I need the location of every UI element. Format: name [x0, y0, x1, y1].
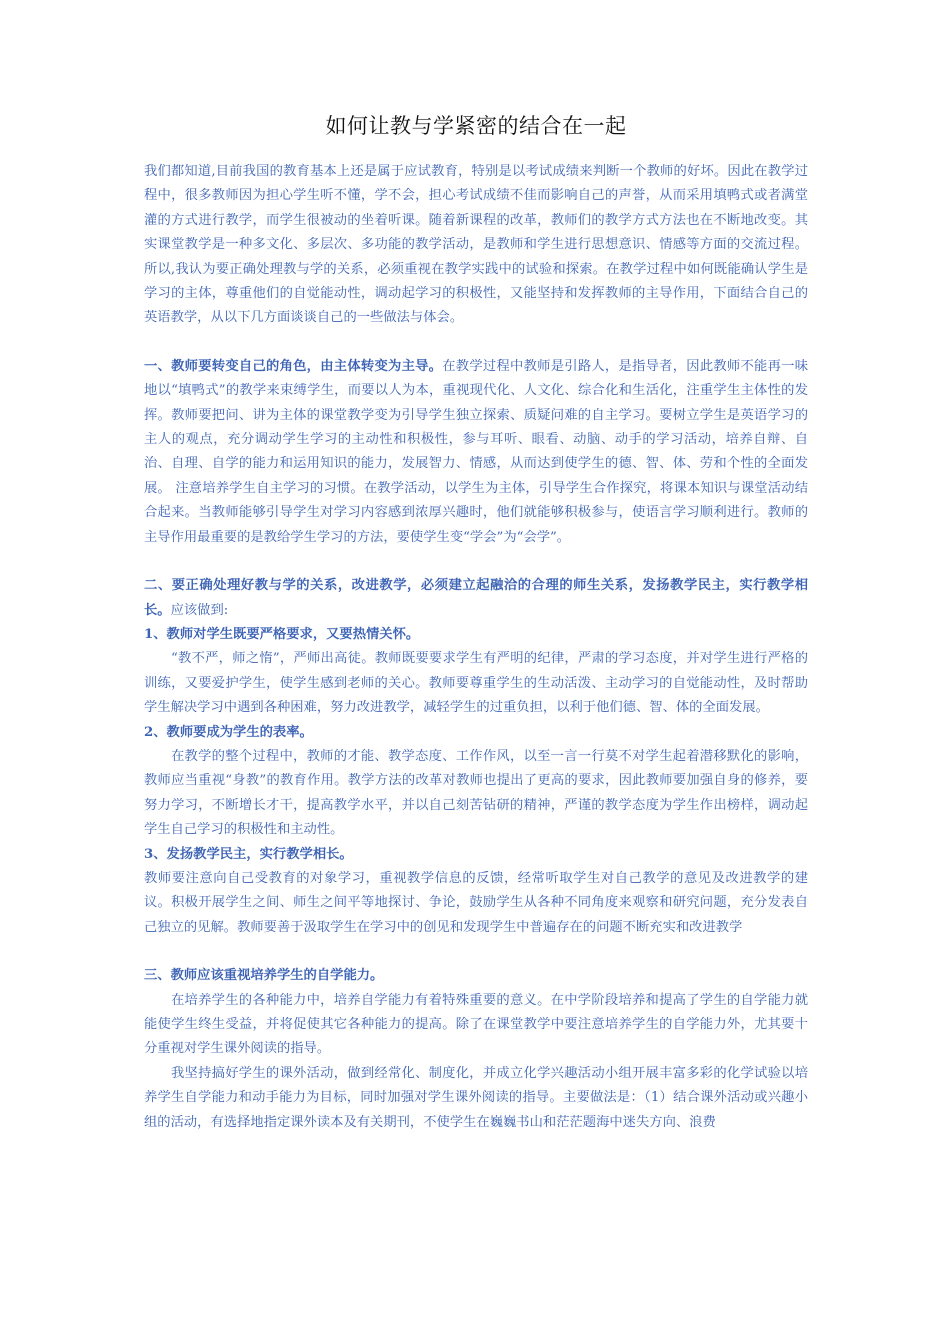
- section3-paragraph-2: 我坚持搞好学生的课外活动，做到经常化、制度化，并成立化学兴趣活动小组开展丰富多彩的化学试验以培养学生自学能力和动手能力为目标，同时加强对学生课外阅读的指导。主要做法是：（1）结合课外活动或兴趣小组的活动，有选择地指定课外读本及有关期刊，不使学生在巍巍书山和茫茫题海中迷失方向、浪费: [144, 1065, 808, 1130]
- section2-sub1-heading: 1、教师对学生既要严格要求，又要热情关怀。: [144, 626, 420, 642]
- section1-heading: 一、教师要转变自己的角色，由主体转变为主导。: [144, 358, 443, 374]
- spacer: [144, 940, 808, 964]
- section3-heading: 三、教师应该重视培养学生的自学能力。: [144, 968, 384, 984]
- section2-after-heading: 应该做到:: [170, 602, 229, 618]
- spacer: [144, 331, 808, 355]
- section2-sub2-body: 在教学的整个过程中，教师的才能、教学态度、工作作风，以至一言一行莫不对学生起着潜移默化的影响，教师应当重视“身教”的教育作用。教学方法的改革对教师也提出了更高的要求，因此教师要加强自身的修养，要努力学习，不断增长才干，提高教学水平，并以自己刻苦钻研的精神，严谨的教学态度为学生作出榜样，调动起学生自己学习的积极性和主动性。: [144, 748, 808, 838]
- section2-paragraph: [144, 574, 808, 623]
- section2-sub2-heading: 2、教师要成为学生的表率。: [144, 724, 313, 740]
- intro-paragraph: 我们都知道,目前我国的教育基本上还是属于应试教育，特别是以考试成绩来判断一个教师的好坏。因此在教学过程中，很多教师因为担心学生听不懂，学不会，担心考试成绩不佳而影响自己的声誉，从而采用填鸭式或者满堂灌的方式进行教学，而学生很被动的坐着听课。随着新课程的改革，教师们的教学方式方法也在不断地改变。其实课堂教学是一种多文化、多层次、多功能的教学活动，是教师和学生进行思想意识、情感等方面的交流过程。所以,我认为要正确处理教与学的关系，必须重视在教学实践中的试验和探索。在教学过程中如何既能确认学生是学习的主体，尊重他们的自觉能动性，调动起学习的积极性，又能坚持和发挥教师的主导作用，下面结合自己的英语教学，从以下几方面谈谈自己的一些做法与体会。: [144, 164, 808, 326]
- section2-sub3-heading: 3、发扬教学民主，实行教学相长。: [144, 846, 353, 862]
- section2-sub1-body: “教不严，师之惰”，严师出高徒。教师既要要求学生有严明的纪律，严肃的学习态度，并对学生进行严格的训练，又要爱护学生，使学生感到老师的关心。教师要尊重学生的生动活泼、主动学习的自觉能动性，及时帮助学生解决学习中遇到各种困难，努力改进教学，减轻学生的过重负担，以利于他们德、智、体的全面发展。: [144, 651, 808, 716]
- section2-heading: 二、要正确处理好教与学的关系，改进教学，必须建立起融洽的合理的师生关系，发扬教学民主，实行教学相长。: [144, 578, 808, 618]
- section3-paragraph-1: 在培养学生的各种能力中，培养自学能力有着特殊重要的意义。在中学阶段培养和提高了学生的自学能力就能使学生终生受益，并将促使其它各种能力的提高。除了在课堂教学中要注意培养学生的自学能力外，尤其要十分重视对学生课外阅读的指导。: [144, 992, 808, 1057]
- document-title: 如何让教与学紧密的结合在一起: [325, 114, 627, 138]
- section1-body: 在教学过程中教师是引路人，是指导者，因此教师不能再一味地以“填鸭式”的教学来束缚学生，而要以人为本，重视现代化、人文化、综合化和生活化，注重学生主体性的发挥。教师要把问、讲为主体的课堂教学变为引导学生独立探索、质疑问难的自主学习。要树立学生是英语学习的主人的观点，充分调动学生学习的主动性和积极性，参与耳听、眼看、动脑、动手的学习活动，培养自辩、自治、自理、自学的能力和运用知识的能力，发展智力、情感，从而达到使学生的德、智、体、劳和个性的全面发展。 注意培养学生自主学习的习惯。在教学活动，以学生为主体，引导学生合作探究，将课本知识与课堂活动结合起来。当教师能够引导学生对学习内容感到浓厚兴趣时，他们就能够积极参与，使语言学习顺利进行。教师的主导作用最重要的是教给学生学习的方法，要使学生变“学会”为“会学”。: [144, 358, 809, 545]
- section2-sub3-body: 教师要注意向自己受教育的对象学习，重视教学信息的反馈，经常听取学生对自己教学的意见及改进教学的建议。积极开展学生之间、师生之间平等地探讨、争论，鼓励学生从各种不同角度来观察和研究问题，充分发表自己独立的见解。教师要善于汲取学生在学习中的创见和发现学生中普遍存在的问题不断充实和改进教学: [144, 870, 808, 935]
- section1-paragraph: [144, 355, 808, 550]
- document-page: [144, 112, 808, 1135]
- spacer: [144, 550, 808, 574]
